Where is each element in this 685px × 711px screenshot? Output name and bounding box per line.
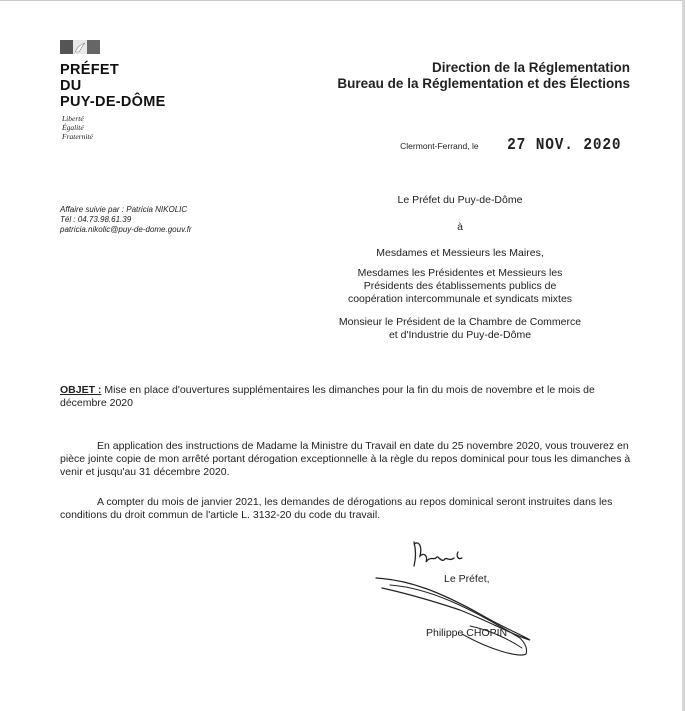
body-paragraph-1: En application des instructions de Madame la Ministre du Travail en date du 25 novembre 2020, vous trouverez en pièce jointe copie de mon arrêté portant dérogation exceptionnelle à la règle du repos dominical pour tous les dimanches à venir et jusqu'au 31 décembre 2020. [60, 440, 631, 478]
recipient-presidents-line: Mesdames les Présidentes et Messieurs les [357, 267, 563, 279]
recipient-presidents-line: coopération intercommunale et syndicats mixtes [347, 293, 573, 305]
contact-email: patricia.nikolic@puy-de-dome.gouv.fr [60, 225, 192, 234]
direction-title: Direction de la Réglementation [431, 60, 630, 75]
recipient-presidents [295, 267, 625, 306]
recipient-cci-line: et d'Industrie du Puy-de-Dôme [388, 329, 532, 341]
marianne-logo [60, 40, 100, 54]
date-stamp: 27 NOV. 2020 [506, 136, 621, 155]
prefet-line: DU [60, 78, 82, 94]
body-paragraph-2: A compter du mois de janvier 2021, les demandes de dérogations au repos dominical seront instruites dans les conditions du droit commun de l'article L. 3132-20 du code du travail. [60, 496, 613, 521]
recipient-presidents-line: Présidents des établissements publics de [363, 280, 557, 292]
contact-person: Affaire suivie par : Patricia NIKOLIC [60, 205, 188, 214]
department-header [337, 60, 630, 92]
sender-line: Le Préfet du Puy-de-Dôme [397, 194, 523, 206]
prefet-heading [60, 62, 166, 110]
signature-title: Le Préfet, [444, 573, 490, 585]
motto-line: Égalité [62, 123, 84, 132]
date-line [400, 136, 621, 155]
recipient-a: à [457, 221, 463, 233]
handwritten-signature [370, 530, 570, 680]
motto-line: Liberté [62, 114, 84, 123]
recipient-cci [295, 316, 625, 342]
republic-motto [62, 114, 93, 141]
date-city: Clermont-Ferrand, le [400, 141, 479, 151]
subject-label: OBJET : [60, 384, 102, 396]
signatory-name: Philippe CHOPIN [426, 627, 508, 639]
contact-phone: Tél : 04.73.98.61.39 [60, 215, 132, 224]
recipient-mayors: Mesdames et Messieurs les Maires, [376, 247, 544, 259]
page-top-border [0, 0, 685, 1]
subject-line [60, 384, 634, 410]
motto-line: Fraternité [62, 132, 93, 141]
tricolor-flag-icon [60, 40, 100, 54]
bureau-title: Bureau de la Réglementation et des Élections [337, 76, 630, 91]
recipient-cci-line: Monsieur le Président de la Chambre de Commerce [338, 316, 582, 328]
subject-text: Mise en place d'ouvertures supplémentaires les dimanches pour la fin du mois de novembre et le mois de décembre 2020 [60, 384, 595, 409]
contact-block [60, 205, 192, 235]
prefet-line: PRÉFET [60, 62, 119, 78]
prefet-line: PUY-DE-DÔME [60, 94, 166, 110]
